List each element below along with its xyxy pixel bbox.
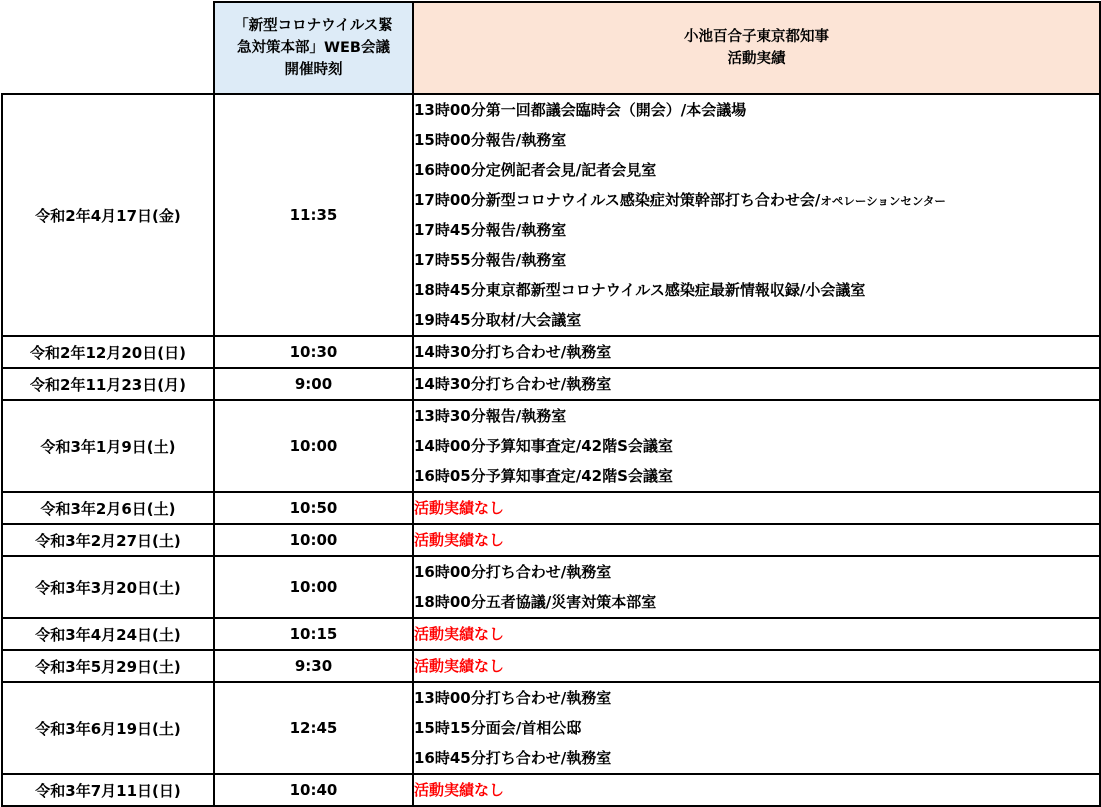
activity-item: [414, 185, 1099, 215]
header-meeting-time-line: 急対策本部」WEB会議: [237, 40, 390, 56]
table-row: [2, 336, 1100, 368]
no-activity-label: 活動実績なし: [414, 781, 505, 799]
meeting-time-cell: 10:40: [214, 774, 413, 806]
activity-item: 16時45分打ち合わせ/執務室: [414, 749, 612, 767]
date-cell: 令和3年2月27日(土): [2, 524, 214, 556]
no-activity-label: 活動実績なし: [414, 657, 505, 675]
activity-item-main: 17時00分新型コロナウイルス感染症対策幹部打ち合わせ会/: [414, 191, 821, 209]
activity-item: 17時55分報告/執務室: [414, 251, 567, 269]
activity-item: 19時45分取材/大会議室: [414, 311, 582, 329]
meeting-time-cell: 10:00: [214, 400, 413, 492]
date-cell: 令和3年4月24日(土): [2, 618, 214, 650]
no-activity-label: 活動実績なし: [414, 499, 505, 517]
meeting-time-cell: 11:35: [214, 94, 413, 336]
meeting-time-cell: 9:30: [214, 650, 413, 682]
activity-cell: [413, 94, 1100, 336]
activity-cell: [413, 556, 1100, 618]
header-meeting-time-line: 「新型コロナウイルス緊: [234, 18, 393, 34]
table-row: [2, 368, 1100, 400]
activity-cell: [413, 618, 1100, 650]
meeting-time-cell: 9:00: [214, 368, 413, 400]
meeting-time-cell: 10:15: [214, 618, 413, 650]
date-cell: 令和3年1月9日(土): [2, 400, 214, 492]
activity-item: 18時00分五者協議/災害対策本部室: [414, 593, 657, 611]
table-row: [2, 524, 1100, 556]
activity-cell: [413, 400, 1100, 492]
activity-item: 13時00分打ち合わせ/執務室: [414, 689, 612, 707]
activity-cell: [413, 682, 1100, 774]
date-cell: 令和2年11月23日(月): [2, 368, 214, 400]
date-cell: 令和3年2月6日(土): [2, 492, 214, 524]
date-cell: 令和3年7月11日(日): [2, 774, 214, 806]
activity-item: 16時00分打ち合わせ/執務室: [414, 563, 612, 581]
activity-item-location: オペレーションセンター: [820, 194, 946, 208]
activity-cell: [413, 368, 1100, 400]
meeting-time-cell: 10:50: [214, 492, 413, 524]
table-row: [2, 650, 1100, 682]
header-governor-activity: [413, 2, 1100, 94]
table-row: [2, 556, 1100, 618]
no-activity-label: 活動実績なし: [414, 531, 505, 549]
table-row: [2, 400, 1100, 492]
date-cell: 令和3年6月19日(土): [2, 682, 214, 774]
activity-item: 14時00分予算知事査定/42階S会議室: [414, 437, 673, 455]
header-row: [2, 2, 1100, 94]
date-cell: 令和2年4月17日(金): [2, 94, 214, 336]
schedule-table: [1, 1, 1101, 807]
table-row: [2, 774, 1100, 806]
meeting-time-cell: 12:45: [214, 682, 413, 774]
meeting-time-cell: 10:00: [214, 556, 413, 618]
table-row: [2, 492, 1100, 524]
table-row: [2, 682, 1100, 774]
activity-item: 13時30分報告/執務室: [414, 407, 567, 425]
activity-item: 14時30分打ち合わせ/執務室: [414, 375, 612, 393]
activity-cell: [413, 650, 1100, 682]
activity-item: 17時45分報告/執務室: [414, 221, 567, 239]
activity-item: 15時00分報告/執務室: [414, 131, 567, 149]
table-row: [2, 94, 1100, 336]
activity-item: 16時00分定例記者会見/記者会見室: [414, 161, 657, 179]
activity-cell: [413, 492, 1100, 524]
meeting-time-cell: 10:00: [214, 524, 413, 556]
schedule-body: [2, 94, 1100, 806]
no-activity-label: 活動実績なし: [414, 625, 505, 643]
activity-cell: [413, 774, 1100, 806]
activity-cell: [413, 524, 1100, 556]
activity-item: 14時30分打ち合わせ/執務室: [414, 343, 612, 361]
activity-item: 16時05分予算知事査定/42階S会議室: [414, 467, 673, 485]
header-governor-activity-line: 小池百合子東京都知事: [684, 29, 829, 45]
date-cell: 令和3年5月29日(土): [2, 650, 214, 682]
activity-item: 13時00分第一回都議会臨時会（開会）/本会議場: [414, 101, 747, 119]
header-meeting-time: [214, 2, 413, 94]
date-cell: 令和2年12月20日(日): [2, 336, 214, 368]
date-cell: 令和3年3月20日(土): [2, 556, 214, 618]
header-corner: [2, 2, 214, 94]
meeting-time-cell: 10:30: [214, 336, 413, 368]
header-meeting-time-line: 開催時刻: [284, 62, 343, 78]
activity-item: 18時45分東京都新型コロナウイルス感染症最新情報収録/小会議室: [414, 281, 866, 299]
table-row: [2, 618, 1100, 650]
activity-cell: [413, 336, 1100, 368]
activity-item: 15時15分面会/首相公邸: [414, 719, 582, 737]
header-governor-activity-line: 活動実績: [727, 51, 786, 67]
